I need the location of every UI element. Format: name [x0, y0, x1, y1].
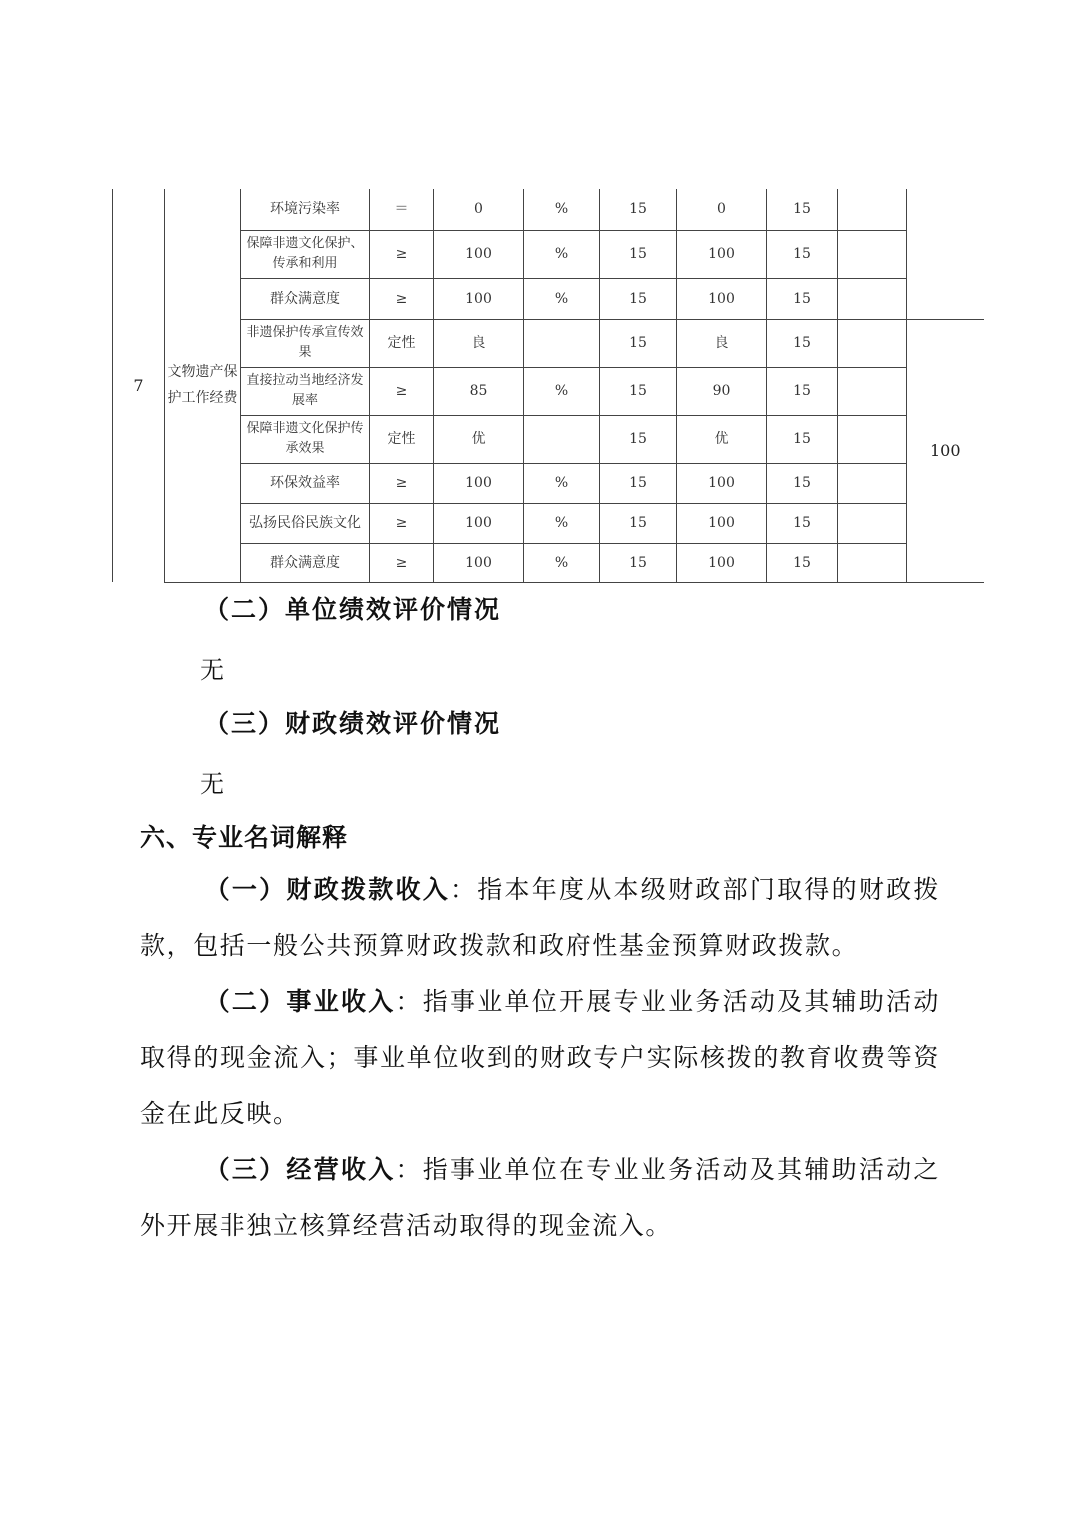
operator-cell: 定性 [370, 415, 434, 463]
weight-cell: 15 [600, 367, 677, 415]
score-cell: 15 [767, 463, 838, 503]
indicator-cell: 保障非遗文化保护、传承和利用 [241, 230, 370, 278]
weight-cell: 15 [600, 189, 677, 230]
operator-cell: ≥ [370, 278, 434, 319]
actual-value-cell: 100 [677, 503, 767, 543]
glossary-item [140, 862, 940, 974]
unit-cell: % [524, 278, 600, 319]
glossary-definition: ：指事业单位开展专业业务活动及其辅助活动取得的现金流入；事业单位收到的财政专户实际核拨的教育收费等资金在此反映。 [140, 987, 940, 1128]
weight-cell: 15 [600, 415, 677, 463]
target-value-cell: 100 [434, 463, 524, 503]
operator-cell: 定性 [370, 319, 434, 367]
glossary-definition: ：指事业单位在专业业务活动及其辅助活动之外开展非独立核算经营活动取得的现金流入。 [140, 1155, 940, 1240]
weight-cell: 15 [600, 463, 677, 503]
indicator-cell: 群众满意度 [241, 543, 370, 582]
operator-cell: ＝ [370, 189, 434, 230]
target-value-cell: 0 [434, 189, 524, 230]
actual-value-cell: 100 [677, 230, 767, 278]
glossary-term: （二）事业收入 [204, 987, 396, 1016]
unit-eval-heading: （二）单位绩效评价情况 [204, 595, 502, 624]
unit-cell: % [524, 503, 600, 543]
indicator-cell: 环境污染率 [241, 189, 370, 230]
unit-cell [524, 319, 600, 367]
target-value-cell: 100 [434, 230, 524, 278]
glossary-term: （三）经营收入 [204, 1155, 396, 1184]
score-cell: 15 [767, 415, 838, 463]
actual-value-cell: 优 [677, 415, 767, 463]
glossary-item [140, 1142, 940, 1254]
unit-cell: % [524, 230, 600, 278]
target-value-cell: 100 [434, 278, 524, 319]
unit-eval-text: 无 [200, 656, 224, 684]
operator-cell: ≥ [370, 503, 434, 543]
table-row [113, 367, 984, 415]
actual-value-cell: 90 [677, 367, 767, 415]
empty-cell [838, 463, 907, 503]
unit-cell: % [524, 543, 600, 582]
score-cell: 15 [767, 367, 838, 415]
table-row [113, 503, 984, 543]
empty-cell [838, 543, 907, 582]
target-value-cell: 100 [434, 503, 524, 543]
weight-cell: 15 [600, 230, 677, 278]
actual-value-cell: 良 [677, 319, 767, 367]
unit-cell: % [524, 463, 600, 503]
glossary-term: （一）财政拨款收入 [204, 875, 450, 904]
empty-cell [838, 503, 907, 543]
indicator-cell: 环保效益率 [241, 463, 370, 503]
actual-value-cell: 100 [677, 278, 767, 319]
target-value-cell: 85 [434, 367, 524, 415]
table-row [113, 415, 984, 463]
empty-cell [838, 278, 907, 319]
empty-cell [838, 230, 907, 278]
table-row [113, 278, 984, 319]
indicator-cell: 直接拉动当地经济发展率 [241, 367, 370, 415]
score-cell: 15 [767, 189, 838, 230]
table-row [113, 543, 984, 582]
score-cell: 15 [767, 503, 838, 543]
sequence-cell: 7 [113, 189, 165, 582]
score-cell: 15 [767, 319, 838, 367]
fiscal-eval-text: 无 [200, 770, 224, 798]
score-cell: 15 [767, 543, 838, 582]
indicator-cell: 非遗保护传承宣传效果 [241, 319, 370, 367]
fiscal-eval-heading: （三）财政绩效评价情况 [204, 709, 502, 738]
glossary-heading: 六、专业名词解释 [140, 823, 349, 852]
unit-cell: % [524, 189, 600, 230]
empty-cell [838, 367, 907, 415]
table-row [113, 230, 984, 278]
actual-value-cell: 100 [677, 463, 767, 503]
glossary-item [140, 974, 940, 1142]
table-row [113, 319, 984, 367]
operator-cell: ≥ [370, 230, 434, 278]
indicator-cell: 弘扬民俗民族文化 [241, 503, 370, 543]
actual-value-cell: 0 [677, 189, 767, 230]
actual-value-cell: 100 [677, 543, 767, 582]
indicator-cell: 群众满意度 [241, 278, 370, 319]
operator-cell: ≥ [370, 367, 434, 415]
table-row [113, 463, 984, 503]
total-blank-cell [907, 189, 984, 319]
score-cell: 15 [767, 278, 838, 319]
weight-cell: 15 [600, 278, 677, 319]
empty-cell [838, 415, 907, 463]
glossary-definition: ：指本年度从本级财政部门取得的财政拨款，包括一般公共预算财政拨款和政府性基金预算财政拨款。 [140, 875, 940, 960]
project-name-cell: 文物遗产保护工作经费 [165, 189, 241, 582]
performance-table [112, 189, 984, 583]
operator-cell: ≥ [370, 543, 434, 582]
total-score-cell: 100 [907, 319, 984, 582]
weight-cell: 15 [600, 543, 677, 582]
empty-cell [838, 189, 907, 230]
weight-cell: 15 [600, 319, 677, 367]
target-value-cell: 优 [434, 415, 524, 463]
operator-cell: ≥ [370, 463, 434, 503]
table-row [113, 189, 984, 230]
score-cell: 15 [767, 230, 838, 278]
target-value-cell: 100 [434, 543, 524, 582]
unit-cell: % [524, 367, 600, 415]
empty-cell [838, 319, 907, 367]
indicator-cell: 保障非遗文化保护传承效果 [241, 415, 370, 463]
weight-cell: 15 [600, 503, 677, 543]
target-value-cell: 良 [434, 319, 524, 367]
unit-cell [524, 415, 600, 463]
